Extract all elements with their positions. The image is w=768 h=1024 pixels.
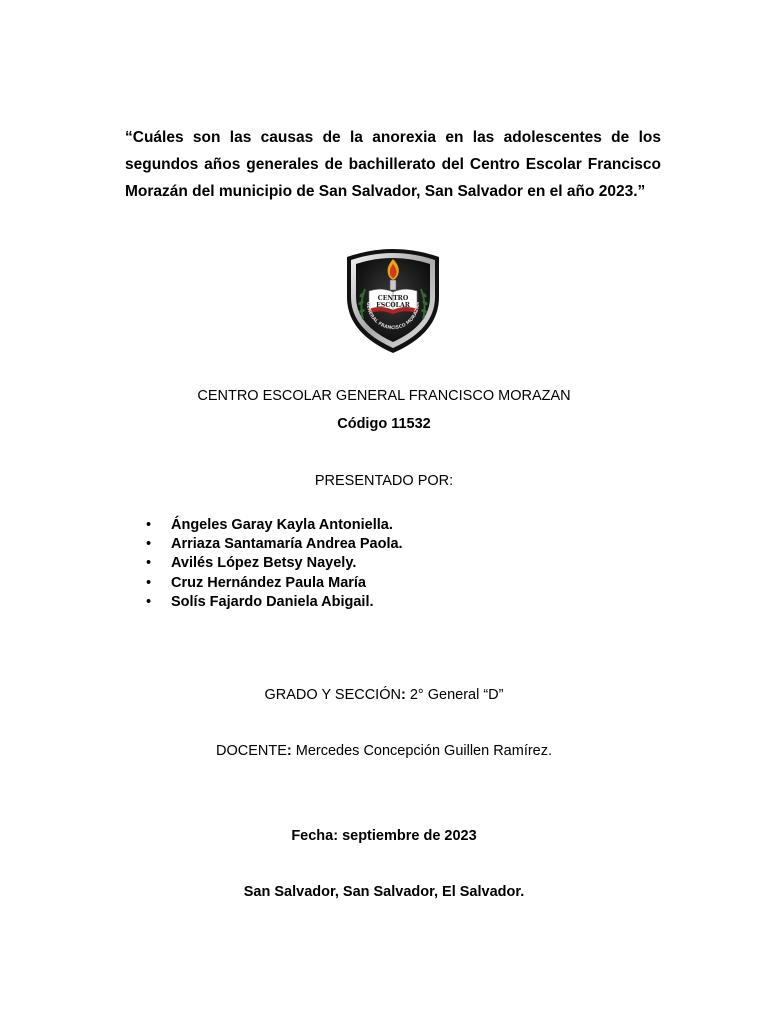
presented-by-heading: PRESENTADO POR:: [314, 473, 454, 489]
student-name: Ángeles Garay Kayla Antoniella.: [171, 517, 393, 533]
bullet-icon: •: [146, 555, 152, 572]
list-item: [146, 574, 403, 593]
list-item: [146, 554, 403, 573]
grade-label: GRADO Y SECCIÓN: [264, 687, 401, 703]
date-line: Fecha: septiembre de 2023: [291, 828, 477, 844]
teacher-value: Mercedes Concepción Guillen Ramírez.: [291, 743, 553, 759]
school-name: CENTRO ESCOLAR GENERAL FRANCISCO MORAZAN: [197, 388, 571, 404]
crest-middle-text: ESCOLAR: [376, 302, 410, 309]
student-name: Avilés López Betsy Nayely.: [171, 555, 357, 572]
bullet-icon: •: [146, 517, 152, 533]
list-item: [146, 516, 403, 535]
bullet-icon: •: [146, 574, 152, 591]
grade-value: 2° General “D”: [405, 687, 504, 703]
crest-top-text: CENTRO: [377, 295, 409, 302]
list-item: [146, 593, 403, 612]
teacher-label: DOCENTE: [215, 743, 287, 759]
grade-section-line: [0, 687, 768, 703]
student-name: Arriaza Santamaría Andrea Paola.: [171, 536, 403, 553]
student-list: [146, 516, 403, 612]
place-line: San Salvador, San Salvador, El Salvador.: [243, 884, 525, 900]
bullet-icon: •: [146, 536, 152, 553]
list-item: [146, 535, 403, 554]
school-crest-icon: [343, 245, 443, 355]
bullet-icon: •: [146, 593, 152, 610]
teacher-line: [0, 743, 768, 759]
crest-ring-text: GENERAL FRANCISCO MORAZAN: [364, 301, 422, 332]
school-code: Código 11532: [337, 416, 431, 432]
research-title: “Cuáles son las causas de la anorexia en las adolescentes de los segundos años generales de bachillerato del Centro Escolar Francisco Morazán del municipio de San Salvador, San Salvador en el año 2023.”: [125, 129, 661, 200]
student-name: Solís Fajardo Daniela Abigail.: [171, 593, 374, 610]
student-name: Cruz Hernández Paula María: [171, 574, 366, 591]
grade-colon: :: [400, 687, 406, 703]
teacher-colon: :: [286, 743, 292, 759]
